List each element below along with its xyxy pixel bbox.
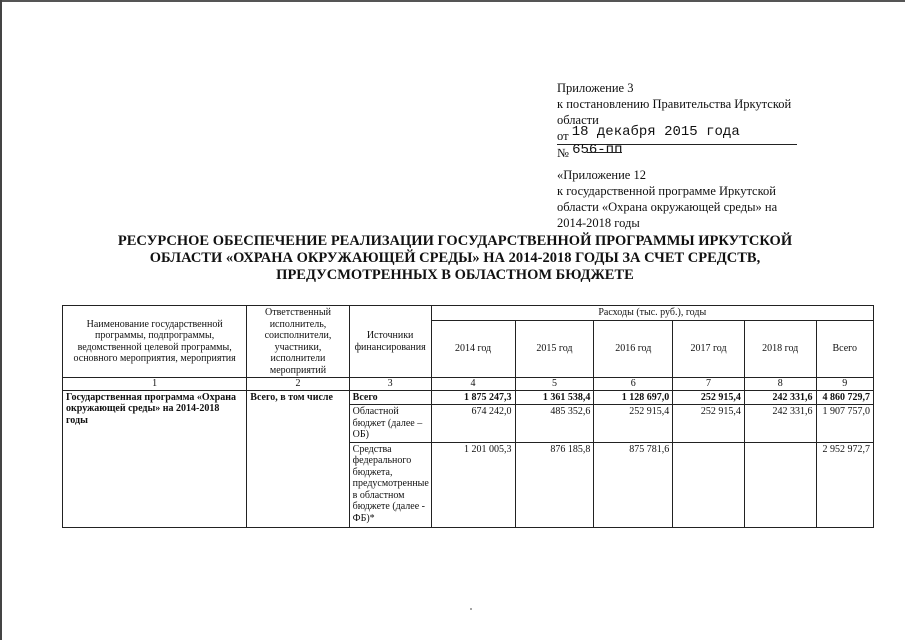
sub-appendix-line-2: к государственной программе Иркутской <box>557 184 776 198</box>
program-responsible: Всего, в том числе <box>247 390 349 527</box>
column-number: 4 <box>431 378 515 391</box>
value-cell <box>673 442 745 527</box>
value-cell: 1 201 005,3 <box>431 442 515 527</box>
date-prefix: от <box>557 129 569 143</box>
sub-appendix-line-1: «Приложение 12 <box>557 168 646 182</box>
value-cell: 876 185,8 <box>515 442 594 527</box>
appendix-block <box>557 80 817 231</box>
value-cell: 1 361 538,4 <box>515 390 594 405</box>
column-number-row <box>63 378 874 391</box>
value-cell: 1 907 757,0 <box>816 405 873 443</box>
column-number: 2 <box>247 378 349 391</box>
value-cell: 252 915,4 <box>673 405 745 443</box>
appendix-number-line <box>557 142 817 160</box>
appendix-line-1: Приложение 3 <box>557 81 634 95</box>
value-cell: 1 128 697,0 <box>594 390 673 405</box>
column-number: 6 <box>594 378 673 391</box>
appendix-line-2: к постановлению Правительства Иркутской <box>557 97 792 111</box>
header-sources: Источники финансирования <box>349 306 431 378</box>
scan-speck <box>470 608 472 610</box>
header-expenses: Расходы (тыс. руб.), годы <box>431 306 873 321</box>
column-number: 1 <box>63 378 247 391</box>
resource-table <box>62 305 874 528</box>
title-line-2: ОБЛАСТИ «ОХРАНА ОКРУЖАЮЩЕЙ СРЕДЫ» НА 2014-2018 ГОДЫ ЗА СЧЕТ СРЕДСТВ, <box>149 250 761 266</box>
value-cell: 1 875 247,3 <box>431 390 515 405</box>
source-cell: Средства федерального бюджета, предусмотренные в областном бюджете (далее - ФБ)* <box>349 442 431 527</box>
column-number: 3 <box>349 378 431 391</box>
header-year-2016: 2016 год <box>594 320 673 378</box>
source-cell: Всего <box>349 390 431 405</box>
header-year-2014: 2014 год <box>431 320 515 378</box>
date-value: 18 декабря 2015 года <box>571 124 740 140</box>
table-row <box>63 390 874 405</box>
number-prefix: № <box>557 146 569 160</box>
value-cell: 242 331,6 <box>744 390 816 405</box>
source-cell: Областной бюджет (далее – ОБ) <box>349 405 431 443</box>
value-cell: 242 331,6 <box>744 405 816 443</box>
appendix-line-3: области <box>557 113 599 127</box>
header-responsible: Ответственный исполнитель, соисполнители, участники, исполнители мероприятий <box>247 306 349 378</box>
program-name: Государственная программа «Охрана окружающей среды» на 2014-2018 годы <box>63 390 247 527</box>
title-line-1: РЕСУРСНОЕ ОБЕСПЕЧЕНИЕ РЕАЛИЗАЦИИ ГОСУДАРСТВЕННОЙ ПРОГРАММЫ ИРКУТСКОЙ <box>117 233 793 249</box>
value-cell: 485 352,6 <box>515 405 594 443</box>
column-number: 7 <box>673 378 745 391</box>
sub-appendix-line-4: 2014-2018 годы <box>557 216 640 230</box>
value-cell: 252 915,4 <box>594 405 673 443</box>
document-title <box>70 233 840 284</box>
header-year-2017: 2017 год <box>673 320 745 378</box>
column-number: 5 <box>515 378 594 391</box>
scan-edge-left <box>0 0 2 640</box>
header-year-2018: 2018 год <box>744 320 816 378</box>
value-cell: 875 781,6 <box>594 442 673 527</box>
header-total: Всего <box>816 320 873 378</box>
title-line-3: ПРЕДУСМОТРЕННЫХ В ОБЛАСТНОМ БЮДЖЕТЕ <box>276 267 634 283</box>
header-name: Наименование государственной программы, подпрограммы, ведомственной целевой программы, основного мероприятия, мероприятия <box>63 306 247 378</box>
number-value: 656-пп <box>572 142 623 158</box>
value-cell: 2 952 972,7 <box>816 442 873 527</box>
value-cell: 252 915,4 <box>673 390 745 405</box>
value-cell: 4 860 729,7 <box>816 390 873 405</box>
header-year-2015: 2015 год <box>515 320 594 378</box>
sub-appendix-line-3: области «Охрана окружающей среды» на <box>557 200 778 214</box>
value-cell: 674 242,0 <box>431 405 515 443</box>
scan-edge-top <box>0 0 905 2</box>
value-cell <box>744 442 816 527</box>
column-number: 9 <box>816 378 873 391</box>
column-number: 8 <box>744 378 816 391</box>
